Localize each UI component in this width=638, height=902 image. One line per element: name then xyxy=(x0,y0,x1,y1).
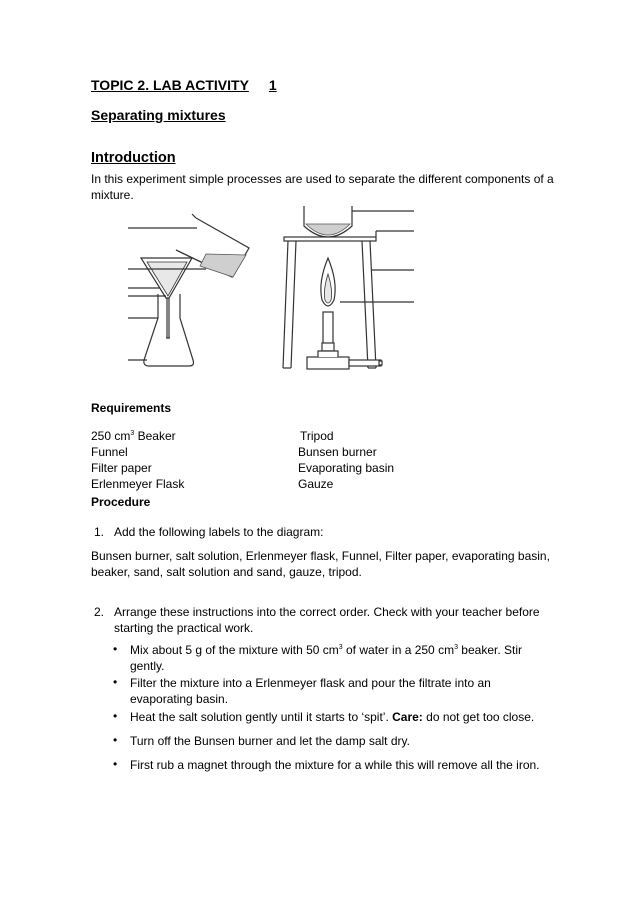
superscript-1: 3 xyxy=(338,644,343,651)
requirements-heading: Requirements xyxy=(91,401,172,415)
requirement-basin: Evaporating basin xyxy=(298,461,395,475)
bullet-icon: • xyxy=(113,642,118,656)
introduction-heading: Introduction xyxy=(91,150,176,166)
flame xyxy=(321,258,335,306)
labels-list-line-2: beaker, sand, salt solution and sand, gauze, tripod. xyxy=(91,565,362,579)
instruction-mix-line-2: gently. xyxy=(130,659,165,673)
instruction-mix-part-1: Mix about 5 g of the mixture with 50 cm xyxy=(130,643,339,657)
page-subtitle: Separating mixtures xyxy=(91,107,226,123)
care-warning: Care: xyxy=(392,710,423,724)
step-2-line-1: Arrange these instructions into the correct order. Check with your teacher before xyxy=(114,605,540,619)
procedure-heading: Procedure xyxy=(91,495,151,509)
bullet-icon: • xyxy=(113,709,118,723)
topic-number: 1 xyxy=(268,77,277,93)
instruction-filter-line-2: evaporating basin. xyxy=(130,692,229,706)
instruction-filter: Filter the mixture into a Erlenmeyer flask and pour the filtrate into an xyxy=(130,676,491,690)
requirement-flask: Erlenmeyer Flask xyxy=(91,477,185,491)
step-1-number: 1. xyxy=(94,525,105,539)
requirement-tripod: Tripod xyxy=(300,429,334,443)
bullet-icon: • xyxy=(113,757,118,771)
step-2-line-2: starting the practical work. xyxy=(114,621,254,635)
instruction-turn-off: Turn off the Bunsen burner and let the damp salt dry. xyxy=(130,734,410,748)
instruction-heat-part-2: do not get too close. xyxy=(422,710,535,724)
evaporating-basin xyxy=(304,206,352,237)
bunsen-burner xyxy=(307,312,382,369)
step-1-text: Add the following labels to the diagram: xyxy=(114,525,324,539)
beaker-volume: 250 cm xyxy=(91,429,131,443)
introduction-line-2: mixture. xyxy=(91,188,134,202)
beaker-superscript: 3 xyxy=(130,430,135,437)
instruction-mix-part-2: of water in a 250 cm xyxy=(342,643,455,657)
funnel xyxy=(141,258,192,338)
requirement-gauze: Gauze xyxy=(298,477,334,491)
requirement-beaker xyxy=(91,428,176,444)
introduction-line-1: In this experiment simple processes are used to separate the different components of a xyxy=(91,172,554,186)
requirement-funnel: Funnel xyxy=(91,445,128,459)
instruction-mix xyxy=(130,642,522,658)
step-2-number: 2. xyxy=(94,605,105,619)
beaker-label: Beaker xyxy=(134,429,176,443)
instruction-magnet: First rub a magnet through the mixture for a while this will remove all the iron. xyxy=(130,758,540,772)
bullet-icon: • xyxy=(113,675,118,689)
topic-label: TOPIC 2. LAB ACTIVITY xyxy=(91,77,249,93)
labels-list-line-1: Bunsen burner, salt solution, Erlenmeyer flask, Funnel, Filter paper, evaporating basin, xyxy=(91,549,550,563)
instruction-heat xyxy=(130,709,534,725)
bullet-icon: • xyxy=(113,733,118,747)
requirement-filter-paper: Filter paper xyxy=(91,461,152,475)
instruction-mix-part-3: beaker. Stir xyxy=(457,643,522,657)
superscript-2: 3 xyxy=(454,644,458,651)
requirement-bunsen: Bunsen burner xyxy=(298,445,377,459)
instruction-heat-part-1: Heat the salt solution gently until it starts to ‘spit’. xyxy=(130,710,393,724)
gauze xyxy=(284,237,376,241)
